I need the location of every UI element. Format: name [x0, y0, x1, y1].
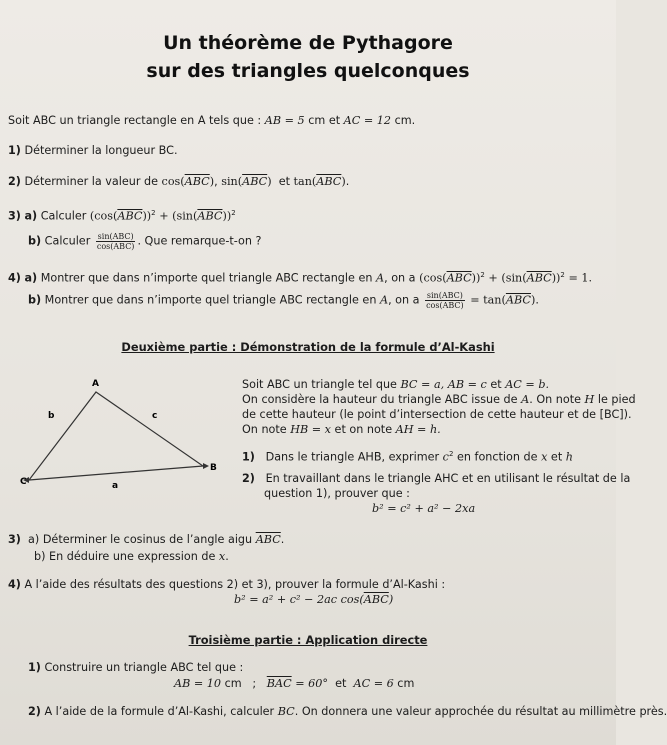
part2-question-1: 1) Dans le triangle AHB, exprimer $c^2$ en fonction de x et h [242, 450, 573, 464]
part2-question-2-cont: question 1), prouver que : [264, 487, 410, 500]
fraction-sin-cos: $\frac{\text{sin(ABC)}}{\text{cos(ABC)}}$ [96, 232, 135, 251]
al-kashi-formula: b² = a² + c² − 2ac $\cos(\overline{ABC})$ [234, 593, 394, 606]
question-4a: 4) a) Montrer que dans n’importe quel triangle ABC rectangle en A, on a $(\cos(\overline{ABC}))^2 + (\sin(\overline{ABC}))^2 = 1$. [8, 271, 593, 285]
triangle-shape [29, 392, 203, 480]
vertex-c-label: C [20, 477, 27, 487]
side-a-label: a [112, 481, 119, 491]
question-1: 1) Déterminer la longueur BC. [8, 144, 178, 157]
side-c-label: c [152, 411, 158, 421]
triangle-figure [20, 370, 230, 490]
part2-line-1: Soit ABC un triangle tel que BC = a, AB = c et AC = b. [242, 378, 550, 391]
part3-question-1: 1) Construire un triangle ABC tel que : [28, 661, 244, 674]
question-2: 2) Déterminer la valeur de $\cos(\overline{ABC})$, $\sin(\overline{ABC})$ et $\tan(\overline{ABC})$. [8, 175, 350, 188]
question-3-part2: 3) a) Déterminer le cosinus de l’angle aigu $\overline{ABC}$. [8, 533, 285, 546]
question-3b: b) Calculer $\frac{\text{sin(ABC)}}{\text{cos(ABC)}}$ . Que remarque-t-on ? [28, 232, 262, 251]
intro-line: Soit ABC un triangle rectangle en A tels que : AB = 5 cm et AC = 12 cm. [8, 114, 416, 127]
title-line-1: Un théorème de Pythagore [163, 32, 453, 54]
arrow-b-icon [203, 463, 209, 469]
part-3-heading: Troisième partie : Application directe [188, 633, 428, 647]
question-3b-part2: b) En déduire une expression de x. [34, 550, 229, 563]
vertex-a-label: A [92, 379, 99, 389]
vertex-b-label: B [210, 463, 217, 473]
part2-line-4: On note HB = x et on note AH = h. [242, 423, 441, 436]
part3-data-line: AB = 10 cm ; $\overline{BAC} = 60^\circ$ et AC = 6 cm [174, 677, 415, 690]
part-2-heading: Deuxième partie : Démonstration de la formule d’Al-Kashi [121, 340, 495, 354]
part2-formula: b² = c² + a² − 2xa [372, 502, 476, 515]
part2-question-2: 2) En travaillant dans le triangle AHC et en utilisant le résultat de la [242, 472, 631, 485]
part3-question-2: 2) A l’aide de la formule d’Al-Kashi, calculer BC. On donnera une valeur approchée du résultat au millimètre près. [28, 705, 667, 718]
question-4-part2: 4) A l’aide des résultats des questions 2) et 3), prouver la formule d’Al-Kashi : [8, 578, 446, 591]
question-4b: b) Montrer que dans n’importe quel triangle ABC rectangle en A, on a $\frac{\text{sin(ABC)}}{\text{cos(ABC)}}$ = $\tan(\overline{ABC})$. [28, 291, 539, 310]
side-b-label: b [48, 411, 55, 421]
question-3a: 3) a) Calculer $(\cos(\overline{ABC}))^2 + (\sin(\overline{ABC}))^2$ [8, 209, 236, 223]
part2-line-2: On considère la hauteur du triangle ABC issue de A. On note H le pied [242, 393, 636, 406]
title-line-2: sur des triangles quelconques [146, 60, 470, 82]
part2-line-3: de cette hauteur (le point d’intersection de cette hauteur et de [BC]). [242, 408, 632, 421]
